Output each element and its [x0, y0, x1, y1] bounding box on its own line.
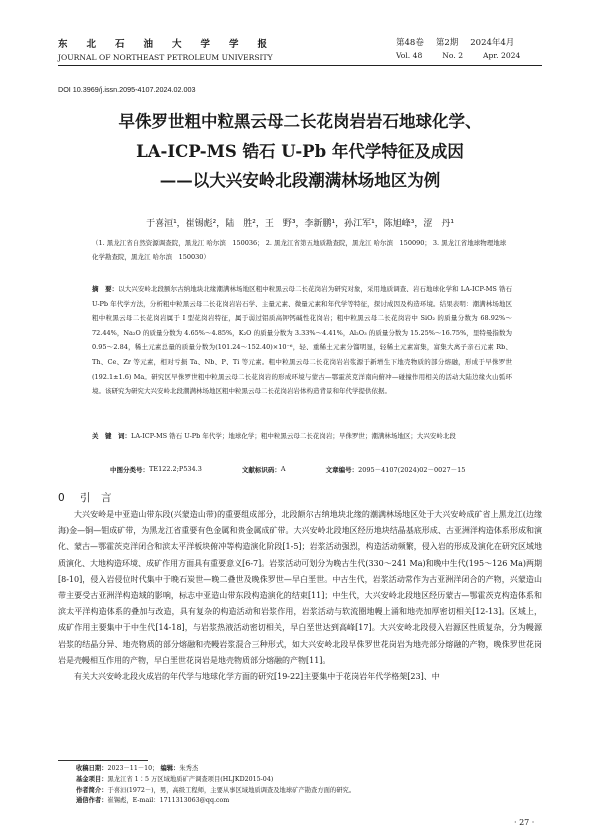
page-number: · 27 · [514, 818, 535, 827]
fund-label: 基金项目： [76, 775, 108, 783]
abstract-text: 以大兴安岭北段额尔古纳地块北缘潮满林场地区粗中粒黑云母二长花岗岩为研究对象，采用地质调查、岩石地球化学和 LA-ICP-MS 锆石 U-Pb 年代学方法，分析粗中粒黑云母二长花岗岩岩石学、主量元素、微量元素和年代学等特征，探讨成因及构造环境。结果表明：潮满林场地区粗中粒黑云母二长花岗岩属于 I 型花岗岩特征，属于弱过铝质高钾钙碱性花岗岩；粗中粒黑云母二长花岗岩中 SiO₂ 的质量分数为 68.92%～72.44%，Na₂O 的质量分数为 4.65%～4.85%，K₂O 的质量分数为 3.33%～4.41%，Al₂O₃ 的质量分数为 15.25%～16.75%，里特曼指数为 0.95～2.84，稀土元素总量的质量分数为(101.24～152.40)×10⁻⁶，轻、重稀土元素分馏明显，轻稀土元素富集，富集大离子亲石元素 Rb、Th、Ce、Zr 等元素，相对亏损 Ta、Nb、P、Ti 等元素。粗中粒黑云母二长花岗岩岩浆源于新增生下地壳物质的部分熔融，形成于早侏罗世(192.1±1.6) Ma。研究区早侏罗世粗中粒黑云母二长花岗岩的形成环境与蒙古—鄂霍茨克洋南向俯冲—碰撞作用相关的活动大陆边缘火山弧环境。该研究为研究大兴安岭北段潮满林场地区粗中粒黑云母二长花岗岩岩体构造背景和年代学提供依据。 [92, 285, 513, 396]
section-heading [58, 490, 112, 505]
clc-label: 中图分类号： [110, 466, 149, 474]
footnotes [76, 764, 355, 807]
issue-info-en [396, 51, 520, 60]
doi[interactable]: DOI 10.3969/j.issn.2095-4107.2024.02.003 [58, 85, 196, 94]
volume-en: Vol. 48 [396, 51, 423, 60]
doc-code-value: A [280, 465, 286, 473]
abstract-label: 摘 要： [92, 285, 119, 293]
fund-text: 黑龙江省 1∶5 万区域地质矿产调查项目(HLJKD2015-04) [107, 775, 274, 783]
date-en: Apr. 2024 [483, 51, 521, 60]
journal-header-right [396, 36, 520, 60]
author-list: 于喜洹¹，崔锡彪²，陆 胜²，王 野³，李新鹏¹，孙江军¹，陈旭峰³，涩 丹¹ [146, 219, 454, 229]
footnote-author [76, 786, 355, 797]
title-line-3: ——以大兴安岭北段潮满林场地区为例 [159, 171, 441, 190]
issue-cn: 第2期 [435, 38, 459, 48]
author-bio-label: 作者简介： [76, 786, 108, 794]
issue-info-cn [396, 36, 520, 48]
section-title: 引 言 [80, 492, 112, 504]
date-cn: 2024年4月 [470, 38, 515, 48]
corresponding-text[interactable]: 崔锡彪，E-mail：1711313063@qq.com [107, 797, 230, 805]
issue-en: No. 2 [442, 51, 464, 60]
footnote-received [76, 764, 355, 775]
doc-code-label: 文献标识码： [241, 466, 281, 474]
paragraph-2: 有关大兴安岭北段火成岩的年代学与地球化学方面的研究[19-22]主要集中于花岗岩年代学格架[23]、中 [74, 672, 440, 682]
article-no-label: 文章编号： [325, 466, 359, 474]
received-label: 收稿日期： [76, 765, 108, 772]
journal-name-en: JOURNAL OF NORTHEAST PETROLEUM UNIVERSITY [58, 53, 273, 62]
paragraph-1: 大兴安岭是中亚造山带东段(兴蒙造山带)的重要组成部分，北段额尔古纳地块北缘的潮满林场地区处于大兴安岭成矿省上黑龙江(边缘海)金—铜—钼成矿带，为黑龙江省重要有色金属和贵金属成矿带。大兴安岭北段地区经历地块结晶基底形成、古亚洲洋构造体系形成和演化、蒙古—鄂霍茨克洋闭合和滨太平洋板块俯冲等构造演化阶段[1-5]；岩浆活动强烈，构造活动频繁，侵入岩的形成及演化在研究区域地质演化、大地构造环境、成矿作用方面具有重要意义[6-7]。岩浆活动可划分为晚古生代(330～241 Ma)和晚中生代(195～126 Ma)两期[8-10]，侵入岩侵位时代集中于晚石炭世—晚二叠世及晚侏罗世—早白垩世。中古生代，岩浆活动常作为古亚洲洋闭合的产物，兴蒙造山带主要受古亚洲洋构造域的影响，标志中亚造山带东段构造演化的结束[11]；中生代，大兴安岭北段地区经历蒙古—鄂霍茨克构造体系和滨太平洋构造体系的叠加与改造，具有复杂的构造活动和岩浆作用，岩浆活动与软流圈地幔上涌和地壳加厚密切相关[12-13]。区域上，成矿作用主要集中于中生代[14-18]，与岩浆热液活动密切相关，早白垩世达到高峰[17]。大兴安岭北段侵入岩源区性质复杂，分为幔源岩浆的结晶分异、地壳物质的部分熔融和壳幔岩浆混合三种形式，如大兴安岭北段早侏罗世花岗岩为地壳部分熔融的产物，晚侏罗世花岗岩是壳幔相互作用的产物，早白垩世花岗岩是地壳物质部分熔融的产物[11]。 [58, 510, 542, 665]
title-line-1: 早侏罗世粗中粒黑云母二长花岗岩岩石地球化学、 [118, 112, 482, 131]
journal-header-left [58, 36, 286, 62]
body-text [58, 507, 542, 685]
journal-name-cn: 东北石油大学学报 [58, 39, 287, 50]
volume-cn: 第48卷 [396, 38, 424, 48]
footnote-divider [58, 760, 148, 761]
footnote-corresponding [76, 796, 355, 807]
footnote-fund [76, 775, 355, 786]
classification-line [110, 465, 471, 474]
corresponding-label: 通信作者： [76, 797, 108, 805]
title-line-2: LA-ICP-MS 锆石 U-Pb 年代学特征及成因 [136, 142, 464, 161]
keywords [92, 429, 512, 443]
keywords-label: 关 键 词： [92, 432, 131, 440]
received-date: 2023－11－10； [107, 765, 159, 772]
abstract [92, 282, 512, 399]
clc-value: TE122.2;P534.3 [149, 465, 202, 473]
author-bio-text: 于喜洹(1972－)，男，高级工程师，主要从事区域地质调查及地球矿产勘查方面的研究。 [107, 786, 356, 794]
editor-name: 朱秀杰 [179, 765, 199, 772]
section-number: 0 [58, 492, 65, 504]
keywords-text: LA-ICP-MS 锆石 U-Pb 年代学；地球化学；粗中粒黑云母二长花岗岩；早侏罗世；潮满林场地区；大兴安岭北段 [131, 432, 456, 440]
editor-label: 编辑： [160, 765, 180, 772]
header-divider [58, 65, 542, 66]
article-no-value: 2095－4107(2024)02－0027－15 [358, 466, 466, 474]
affiliations: （1. 黑龙江省自然资源调查院，黑龙江 哈尔滨 150036； 2. 黑龙江省第五地质勘查院，黑龙江 哈尔滨 150090； 3. 黑龙江省地球物理地球化学勘查院，黑龙江 哈尔滨 150030） [92, 239, 507, 261]
